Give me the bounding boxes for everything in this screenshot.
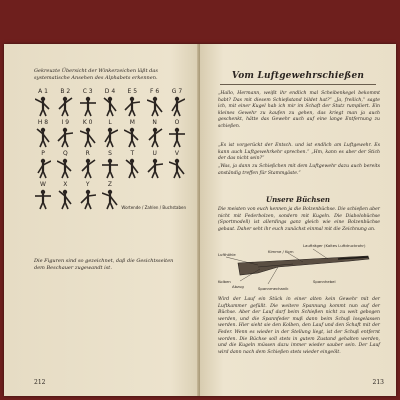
semaphore-figure-icon <box>147 126 163 148</box>
label-sights: Kimme / Korn <box>268 249 294 254</box>
semaphore-figure <box>79 181 97 212</box>
page-number-left: 212 <box>34 379 46 386</box>
figure-letter: V <box>174 150 180 157</box>
label-mechanism: Spannmechanik <box>258 286 289 291</box>
book-spread <box>4 44 396 396</box>
footnote: Die Figuren sind so gezeichnet, daß die Gesichtsseiten dem Beschauer zugewandt ist. <box>34 258 174 271</box>
figure-letter: A 1 <box>38 88 48 95</box>
semaphore-figure <box>79 119 97 150</box>
figure-letter: D 4 <box>104 88 116 95</box>
figure-letter: N <box>152 119 157 126</box>
semaphore-figure <box>168 119 186 150</box>
semaphore-figure-icon <box>169 126 185 148</box>
semaphore-figure <box>101 150 119 181</box>
figure-letter: Y <box>85 181 90 188</box>
label-trigger: Abzug <box>232 284 244 289</box>
semaphore-figure-icon <box>147 95 163 117</box>
left-page <box>4 44 200 396</box>
glyph-row <box>34 88 186 119</box>
semaphore-figure <box>79 88 97 119</box>
semaphore-figure <box>123 88 141 119</box>
semaphore-figure-icon <box>102 188 118 210</box>
semaphore-figure-icon <box>35 126 51 148</box>
semaphore-figure-icon <box>57 157 73 179</box>
figure-letter: C 3 <box>82 88 93 95</box>
paragraph-5: Wird der Lauf ein Stück in einer alten kein Gewehr mit der Luftkammer gefüllt. Die weitere Spannung kommt nun auf der Büchse. Aber der Lauf darf beim Schießen nicht zu weit gebogen werden, und die Spannfeder muß dann beim Schuß losgelassen werden. Hier sieht sie den Kolben, den Lauf und den Schaft mit der Feder. Wenn es wieder in der Stellung liegt, ist der Schuß entfernt worden. Die Büchse soll stets in gutem Zustand gehalten werden, und die Kugeln müssen dazu immer wieder sauber sein. Der Lauf wird dann nach dem Schießen stets wieder eingeölt. <box>218 297 380 355</box>
glyph-row <box>34 119 186 150</box>
figure-letter: L <box>108 119 112 126</box>
figure-letter: S <box>108 150 112 157</box>
semaphore-figure <box>56 181 74 212</box>
semaphore-figure <box>79 150 97 181</box>
reference-note: Wortende / Zahlen / Buchstaben <box>121 205 186 210</box>
semaphore-figure <box>146 88 164 119</box>
semaphore-figure-icon <box>102 95 118 117</box>
semaphore-figure <box>168 88 186 119</box>
figure-letter: Z <box>107 181 113 188</box>
chapter-title: Vom Luftgewehrschießen <box>231 71 365 81</box>
figure-letter: R <box>85 150 90 157</box>
title-rule <box>220 84 376 85</box>
glyph-row <box>34 150 186 181</box>
figure-letter: T <box>130 150 135 157</box>
semaphore-figure-icon <box>102 157 118 179</box>
semaphore-figure <box>34 119 52 150</box>
label-spring: Lufthöhle <box>218 252 236 257</box>
semaphore-figure-icon <box>169 95 185 117</box>
figure-letter: H 8 <box>37 119 49 126</box>
figure-letter: P <box>41 150 45 157</box>
figure-letter: K 0 <box>82 119 93 126</box>
semaphore-figure <box>56 150 74 181</box>
semaphore-figure <box>101 181 119 212</box>
label-lever: Spannhebel <box>313 279 336 284</box>
caption: Gekreuzte Übersicht der Winkerzeichen läßt das systematische Ansehen des Alphabets erkennen. <box>34 68 158 81</box>
semaphore-figure <box>34 150 52 181</box>
semaphore-figure <box>168 150 186 181</box>
figure-letter: I 9 <box>61 119 70 126</box>
semaphore-figure-icon <box>35 157 51 179</box>
figure-letter: U <box>152 150 157 157</box>
section-title: Unsere Büchsen <box>265 195 330 204</box>
semaphore-figure-icon <box>80 157 96 179</box>
figure-letter: F 6 <box>150 88 160 95</box>
semaphore-figure <box>101 88 119 119</box>
figure-letter: G 7 <box>171 88 183 95</box>
semaphore-figure-icon <box>80 126 96 148</box>
page-number-right: 213 <box>372 379 384 386</box>
figure-letter: X <box>63 181 68 188</box>
semaphore-figure <box>56 88 74 119</box>
label-barrel: Laufträger (Kaltes Luftdruckrohr) <box>303 243 366 248</box>
semaphore-alphabet-grid <box>34 88 186 212</box>
semaphore-figure-icon <box>102 126 118 148</box>
paragraph-1: „Hallo, Hermann, weißt ihr endlich mal Scheibenkegel bekommt habt? Das mit diesem Schießstand bildet hat?“ „Ja, freilich,“ sagte ich, mit einer Kugel hab ich mir im Schaft der Stutz rumpliert. Ein kleines Gewehr zu kaufen zu gehen, das kriegt man ja auch geschenkt, hätte das Gewehr auch auf eine lange Entfernung zu schießen. <box>218 91 380 129</box>
semaphore-figure-icon <box>169 157 185 179</box>
figure-letter: Q <box>62 150 68 157</box>
semaphore-figure <box>56 119 74 150</box>
paragraph-3: „Was, ja dann zu Schießchen mit dem Luftgewehr dazu auch bereits anständig treffen für Stammgäste.“ <box>218 164 380 176</box>
semaphore-figure-icon <box>147 157 163 179</box>
figure-letter: B 2 <box>60 88 71 95</box>
right-page <box>200 44 396 396</box>
semaphore-figure-icon <box>57 188 73 210</box>
label-stock: Kolben <box>218 279 231 284</box>
paragraph-2: „Es ist vorgerückt der Entsch. und ist endlich am Luftgewehr. Es kann auch Luftgewehrkehr sprechen.“ „Hm, kann es aber der Stich der das nicht sein?“ <box>218 143 380 162</box>
paragraph-4: Die meisten von euch kennen ja die Bolzenbüchse. Die schießen aber nicht mit Federbolzen, sondern mit Kugeln. Die Diabolobüchse (Sportmodell) ist allerdings ganz gleich wie eine Bolzenbüchse gebaut. Daher seht ihr euch zunächst einmal mit die Zeichnung an. <box>218 207 380 232</box>
semaphore-figure <box>123 119 141 150</box>
semaphore-figure-icon <box>124 157 140 179</box>
semaphore-figure <box>101 119 119 150</box>
figure-letter: M <box>129 119 135 126</box>
semaphore-figure-icon <box>57 95 73 117</box>
semaphore-figure-icon <box>80 188 96 210</box>
rifle-diagram <box>218 243 380 293</box>
semaphore-figure-icon <box>80 95 96 117</box>
semaphore-figure <box>123 150 141 181</box>
figure-letter: O <box>174 119 180 126</box>
semaphore-figure-icon <box>124 95 140 117</box>
semaphore-figure <box>146 119 164 150</box>
semaphore-figure <box>34 181 52 212</box>
semaphore-figure-icon <box>35 95 51 117</box>
semaphore-figure-icon <box>57 126 73 148</box>
figure-letter: W <box>40 181 46 188</box>
semaphore-figure-icon <box>35 188 51 210</box>
semaphore-figure-icon <box>124 126 140 148</box>
semaphore-figure <box>34 88 52 119</box>
semaphore-figure <box>146 150 164 181</box>
figure-letter: E 5 <box>127 88 138 95</box>
